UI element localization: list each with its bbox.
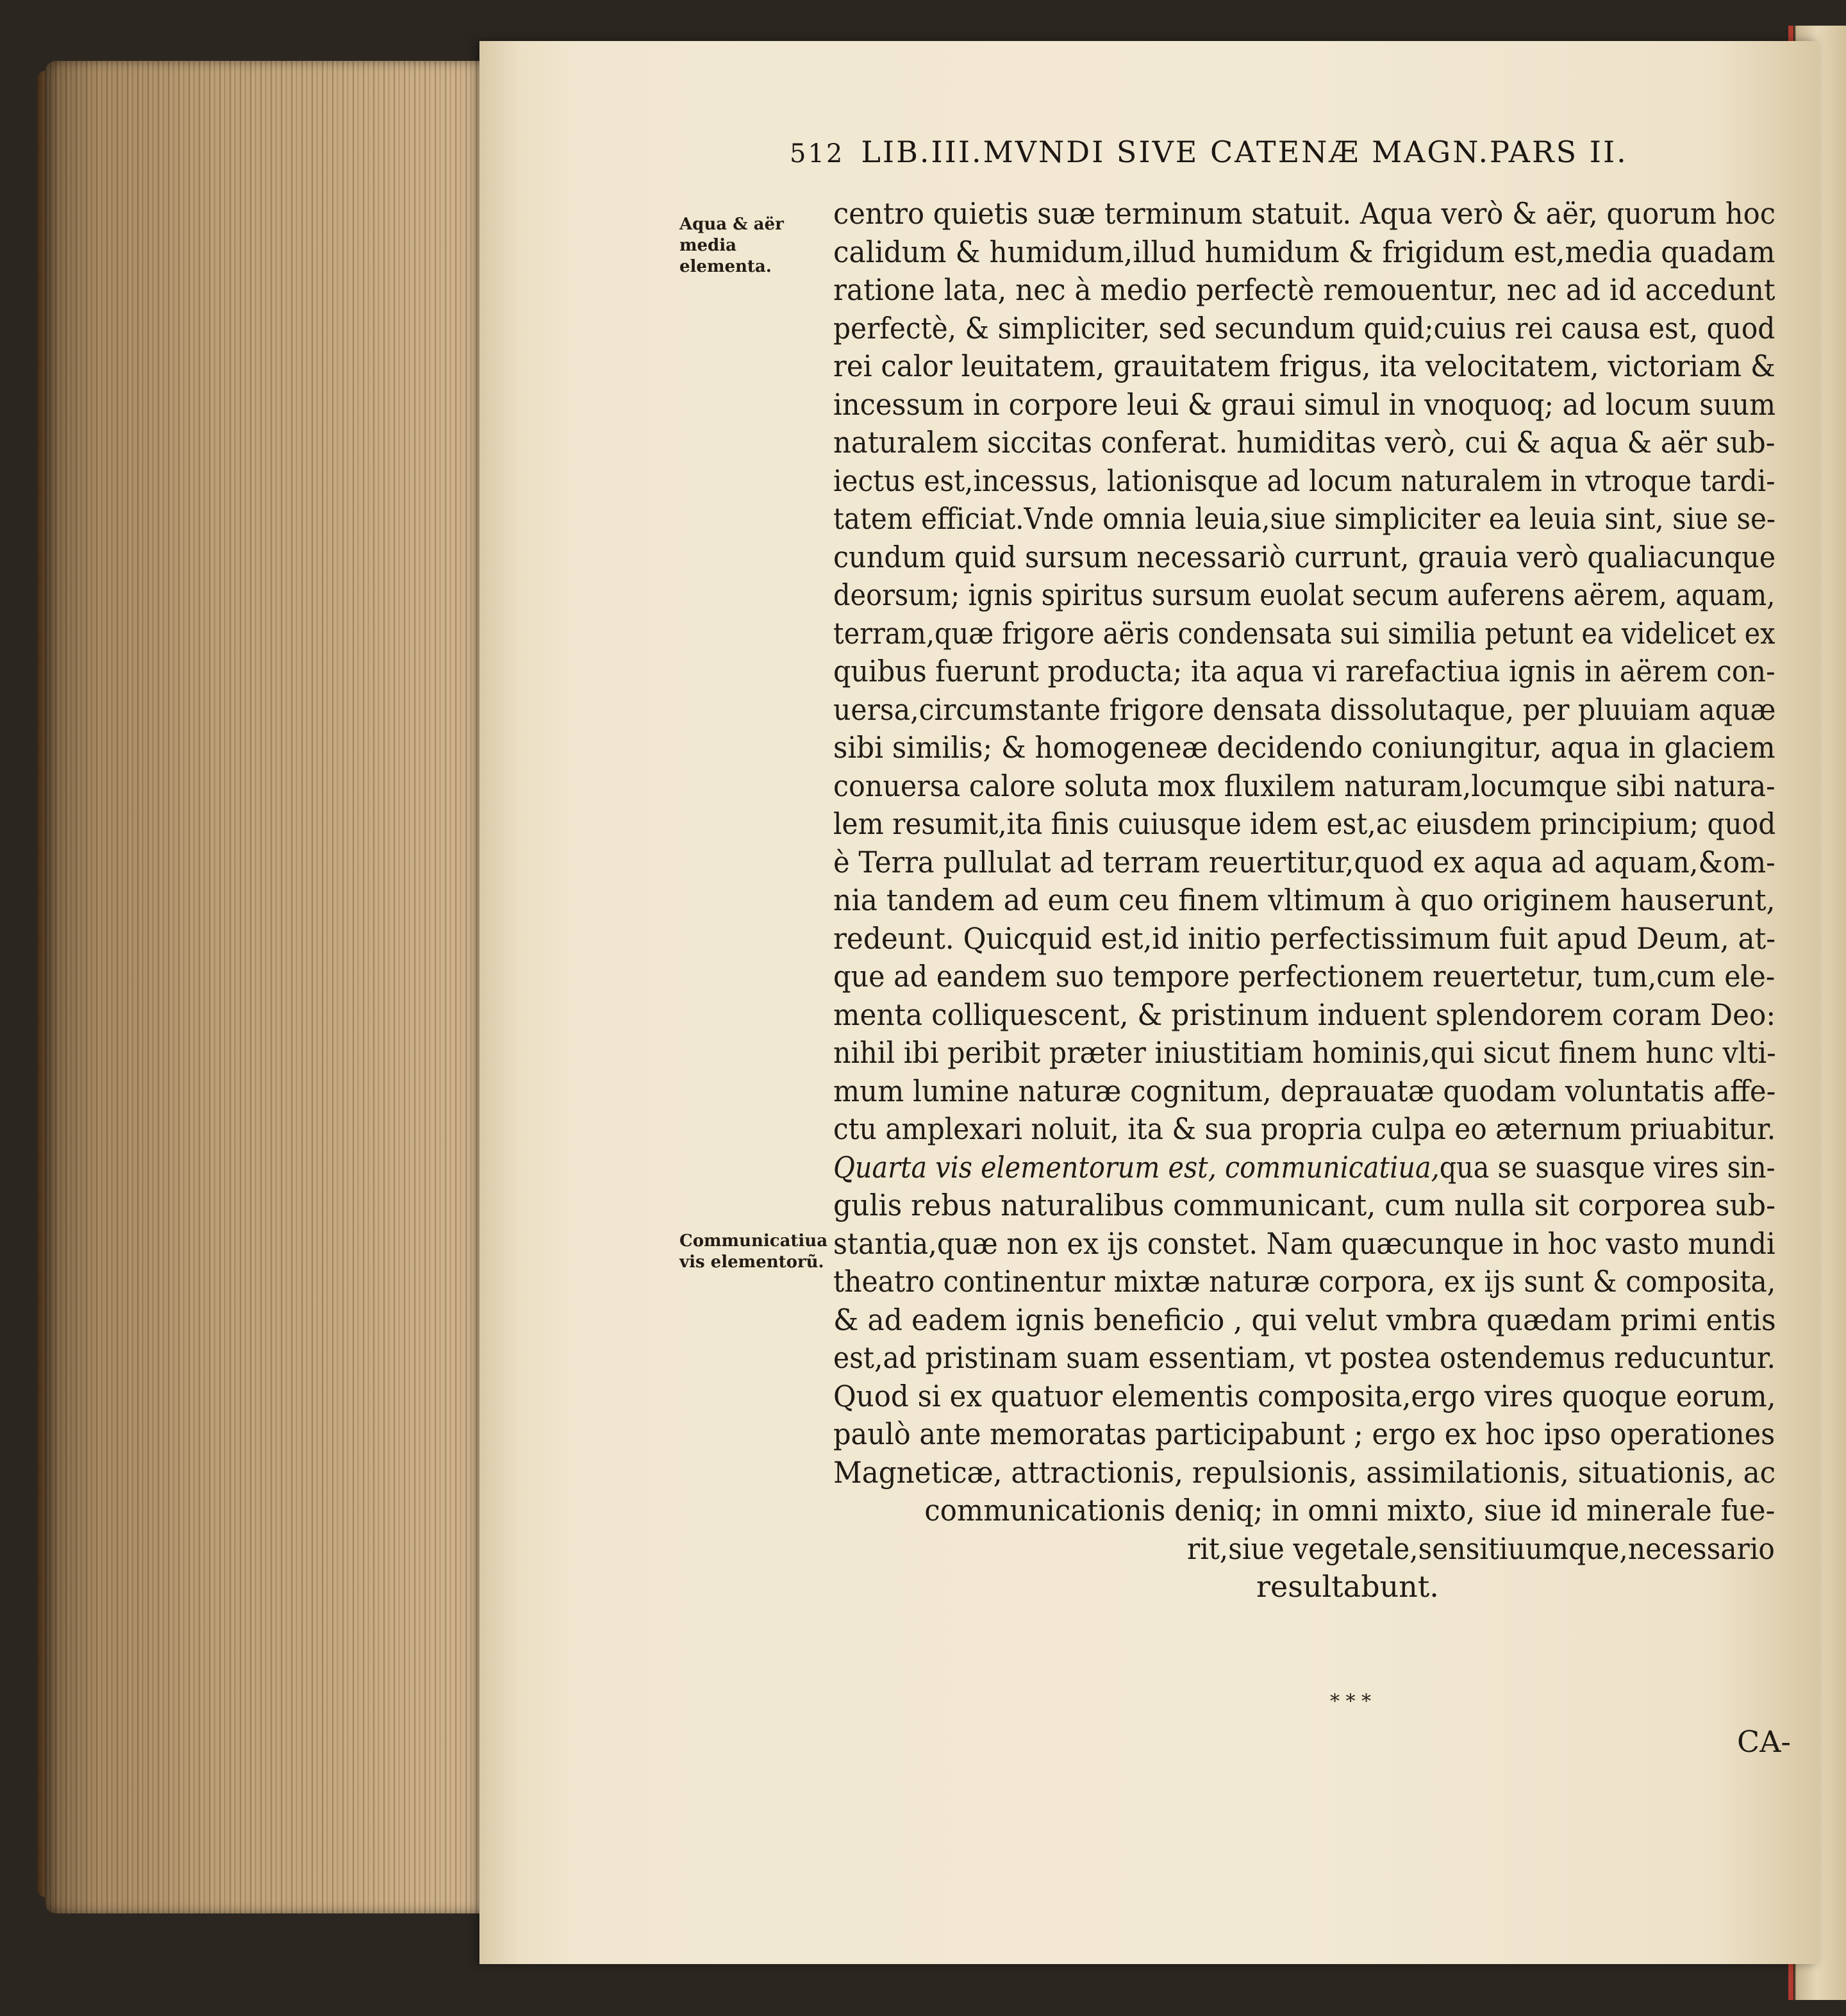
text-line: sibi similis; & homogeneæ decidendo coniungitur, aqua in glaciem <box>833 730 1775 765</box>
text-line: ctu amplexari noluit, ita & sua propria culpa eo æternum priuabitur. <box>833 1112 1776 1146</box>
page-number: 512 <box>790 139 845 169</box>
margin-note-aqua: Aqua & aër media elementa. <box>679 215 784 276</box>
text-line: est,ad pristinam suam essentiam, vt postea ostendemus reducuntur. <box>833 1340 1776 1375</box>
text-line: conuersa calore soluta mox fluxilem naturam,locumque sibi natura- <box>833 768 1775 803</box>
text-line: è Terra pullulat ad terram reuertitur,quod ex aqua ad aquam,&om- <box>833 844 1775 879</box>
text-line: naturalem siccitas conferat. humiditas verò, cui & aqua & aër sub- <box>833 425 1775 460</box>
text-line: iectus est,incessus, lationisque ad locum naturalem in vtroque tardi- <box>833 463 1775 498</box>
text-line: menta colliquescent, & pristinum induent splendorem coram Deo: <box>833 997 1776 1032</box>
text-line: Quod si ex quatuor elementis composita,ergo vires quoque eorum, <box>833 1378 1776 1413</box>
text-line: centro quietis suæ terminum statuit. Aqua verò & aër, quorum hoc <box>833 196 1775 231</box>
text-line: terram,quæ frigore aëris condensata sui similia petunt ea videlicet ex <box>833 615 1775 651</box>
asterism-ornament: * * * <box>1329 1690 1372 1713</box>
quarta-italic-phrase: Quarta vis elementorum est, communicatiua, <box>833 1149 1440 1185</box>
running-header <box>790 135 1732 169</box>
text-line: redeunt. Quicquid est,id initio perfectissimum fuit apud Deum, at- <box>833 921 1776 956</box>
text-line: lem resumit,ita finis cuiusque idem est,ac eiusdem principium; quod <box>833 806 1776 841</box>
text-line-indent: resultabunt. <box>1256 1569 1439 1604</box>
text-line: que ad eandem suo tempore perfectionem reuertetur, tum,cum ele- <box>833 959 1775 994</box>
text-line-indent: communicationis deniq; in omni mixto, siue id minerale fue- <box>924 1493 1775 1528</box>
text-line: gulis rebus naturalibus communicant, cum nulla sit corporea sub- <box>833 1188 1775 1222</box>
ribbon-marker-bottom <box>1788 1962 1793 2000</box>
text-line: Magneticæ, attractionis, repulsionis, assimilationis, situationis, ac <box>833 1454 1776 1490</box>
text-line: cundum quid sursum necessariò currunt, grauia verò qualiacunque <box>833 539 1776 574</box>
text-line: calidum & humidum,illud humidum & frigidum est,media quadam <box>833 234 1775 269</box>
text-line: perfectè, & simpliciter, sed secundum quid;cuius rei causa est, quod <box>833 310 1775 346</box>
quarta-rest: qua se suasque vires sin- <box>1439 1149 1775 1185</box>
main-text-block <box>833 195 1776 1606</box>
text-line: theatro continentur mixtæ naturæ corpora, ex ijs sunt & composita, <box>833 1264 1776 1299</box>
text-line: paulò ante memoratas participabunt ; ergo ex hoc ipso operationes <box>833 1417 1775 1451</box>
text-line: rei calor leuitatem, grauitatem frigus, ita velocitatem, victoriam & <box>833 349 1775 383</box>
book-page-edges <box>45 61 487 1913</box>
text-line: ratione lata, nec à medio perfectè remouentur, nec ad id accedunt <box>833 272 1775 307</box>
text-line-quarta <box>833 1149 1775 1187</box>
text-line: quibus fuerunt producta; ita aqua vi rarefactiua ignis in aërem con- <box>833 654 1775 688</box>
text-line: stantia,quæ non ex ijs constet. Nam quæcunque in hoc vasto mundi <box>833 1226 1775 1261</box>
text-line: tatem efficiat.Vnde omnia leuia,siue simpliciter ea leuia sint, siue se- <box>833 501 1776 536</box>
header-title: LIB.III.MVNDI SIVE CATENÆ MAGN.PARS II. <box>861 135 1628 169</box>
margin-note-communicatiua: Communicatiua vis elementorũ. <box>679 1231 828 1272</box>
text-line: & ad eadem ignis beneficio , qui velut vmbra quædam primi entis <box>833 1302 1776 1337</box>
text-line: nihil ibi peribit præter iniustitiam hominis,qui sicut finem hunc vlti- <box>833 1035 1776 1070</box>
text-line: nia tandem ad eum ceu finem vltimum à quo originem hauserunt, <box>833 883 1775 917</box>
text-line: mum lumine naturæ cognitum, deprauatæ quodam voluntatis affe- <box>833 1073 1776 1108</box>
text-line: uersa,circumstante frigore densata dissolutaque, per pluuiam aquæ <box>833 692 1776 727</box>
text-line: deorsum; ignis spiritus sursum euolat secum auferens aërem, aquam, <box>833 578 1775 612</box>
text-line: incessum in corpore leui & graui simul in vnoquoq; ad locum suum <box>833 387 1776 422</box>
text-line-indent: rit,siue vegetale,sensitiuumque,necessario <box>1187 1531 1775 1566</box>
catchword: CA- <box>1737 1724 1791 1759</box>
